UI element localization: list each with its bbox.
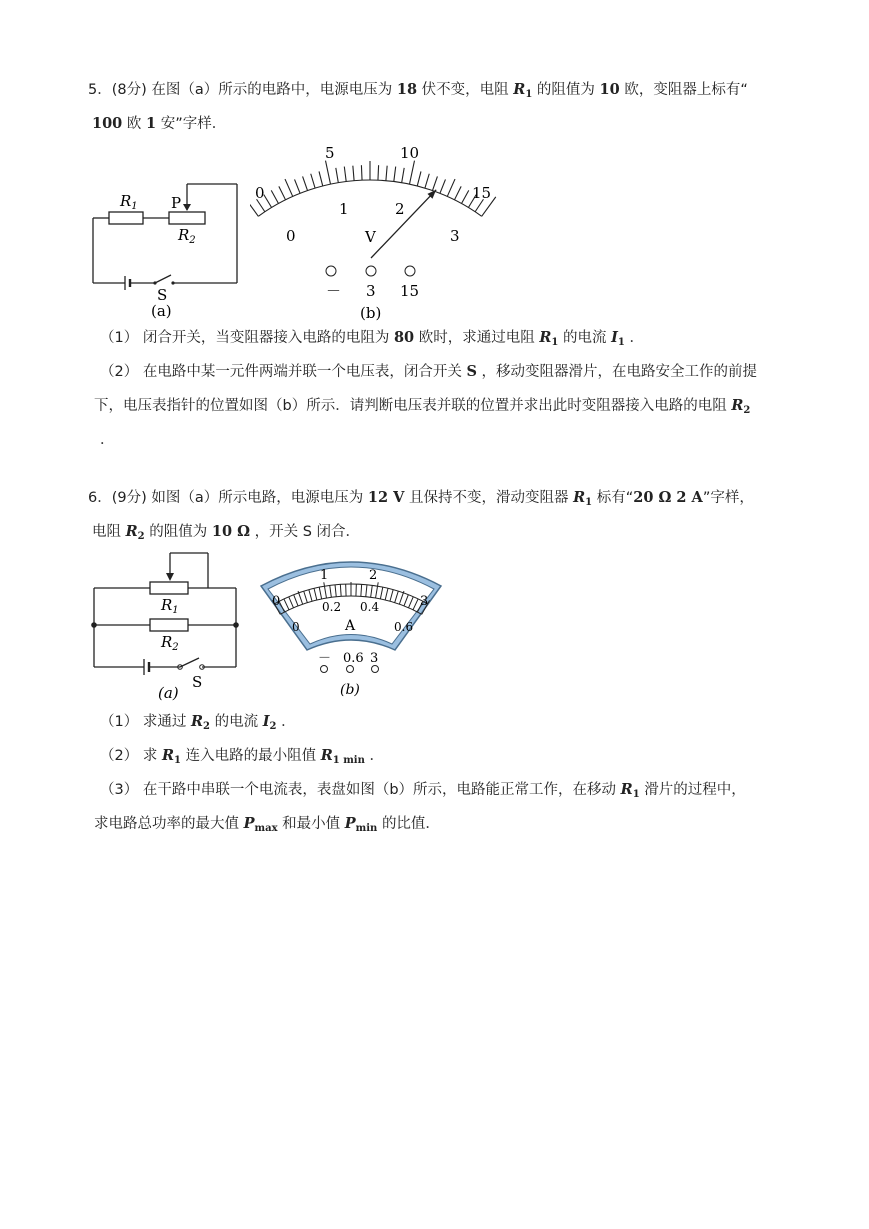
q6-sub-3-line-2: 求电路总功率的最大值 $P_{max}$ 和最小值 $P_{min}$ 的比值． bbox=[94, 815, 440, 834]
label-r2: $R_2$ bbox=[178, 226, 196, 246]
voltmeter-tick bbox=[361, 165, 362, 180]
q5-circuit-diagram bbox=[85, 172, 245, 320]
voltmeter-tick bbox=[303, 176, 308, 190]
terminal-3 bbox=[366, 266, 376, 276]
q5-sub-2-line-1: （2） 在电路中某一元件两端并联一个电压表，闭合开关 S ，移动变阻器滑片，在电路安全工作的前提 bbox=[100, 363, 758, 380]
v-bottom-0: 0 bbox=[286, 227, 296, 245]
a-unit: A bbox=[345, 618, 356, 634]
voltmeter-tick bbox=[353, 166, 354, 181]
label-r2: $R_2$ bbox=[161, 633, 179, 653]
terminal-neg bbox=[326, 266, 336, 276]
term-label-3: 3 bbox=[370, 651, 379, 666]
caption-b: (b) bbox=[360, 304, 382, 322]
term-label-15: 15 bbox=[400, 282, 420, 300]
voltmeter-tick bbox=[285, 179, 293, 196]
rheostat-r2 bbox=[169, 212, 205, 224]
voltmeter-tick bbox=[410, 161, 415, 184]
voltmeter-tick bbox=[344, 167, 346, 182]
q6-stem-line-1: 6．(9分) 如图（a）所示电路，电源电压为 12 V 且保持不变，滑动变阻器 $R_1$ 标有“20 Ω 2 A”字样， bbox=[88, 489, 754, 508]
term-label-3: 3 bbox=[366, 282, 376, 300]
voltmeter-tick bbox=[440, 179, 446, 193]
voltmeter-tick bbox=[378, 165, 379, 180]
resistor-r2 bbox=[150, 619, 188, 631]
rheostat-r1 bbox=[150, 582, 188, 594]
voltmeter-tick bbox=[454, 186, 461, 199]
caption-a: (a) bbox=[151, 302, 172, 320]
q5-voltmeter-dial bbox=[250, 140, 510, 322]
voltmeter-tick bbox=[326, 161, 331, 184]
v-bottom-2: 2 bbox=[395, 200, 405, 218]
q6-sub-2: （2） 求 $R_1$ 连入电路的最小阻值 $R_{1 min}$ ． bbox=[100, 747, 384, 766]
a-bottom-04: 0.4 bbox=[360, 600, 380, 614]
label-r1: $R_1$ bbox=[120, 192, 138, 212]
v-top-0: 0 bbox=[255, 184, 265, 202]
a-bottom-06: 0.6 bbox=[394, 620, 414, 634]
voltmeter-tick bbox=[447, 179, 455, 196]
term-label-06: 0.6 bbox=[343, 651, 364, 666]
terminal-neg bbox=[321, 666, 328, 673]
symbol-r1: $R_1$ bbox=[513, 81, 533, 100]
voltmeter-tick bbox=[295, 179, 301, 193]
caption-b: (b) bbox=[340, 682, 360, 698]
label-switch-s: S bbox=[157, 286, 168, 304]
a-top-3: 3 bbox=[420, 594, 429, 609]
a-bottom-0: 0 bbox=[292, 620, 300, 634]
a-bottom-02: 0.2 bbox=[322, 600, 342, 614]
a-top-1: 1 bbox=[320, 568, 329, 583]
q5-sub-2-line-2: 下，电压表指针的位置如图（b）所示．请判断电压表并联的位置并求出此时变阻器接入电路的电阻 $R_2$ bbox=[94, 397, 751, 416]
q6-sub-3-line-1: （3） 在干路中串联一个电流表，表盘如图（b）所示，电路能正常工作，在移动 $R_1$ 滑片的过程中， bbox=[100, 781, 746, 800]
q5-stem-line-1: 5．(8分) 在图（a）所示的电路中，电源电压为 18 伏不变，电阻 $R_1$ 的阻值为 10 欧，变阻器上标有“ bbox=[88, 81, 748, 100]
q5-sub-2-line-3: ． bbox=[100, 432, 115, 448]
q6-stem-line-2: 电阻 $R_2$ 的阻值为 10 Ω ，开关 S 闭合． bbox=[92, 523, 361, 542]
caption-a: (a) bbox=[158, 684, 179, 702]
v-top-10: 10 bbox=[400, 144, 420, 162]
v-top-15: 15 bbox=[472, 184, 492, 202]
q6-sub-1: （1） 求通过 $R_2$ 的电流 $I_2$ ． bbox=[100, 713, 296, 732]
voltmeter-tick bbox=[279, 186, 286, 199]
voltmeter-tick bbox=[271, 190, 278, 203]
voltmeter-tick bbox=[462, 190, 469, 203]
q5-sub-1: （1） 闭合开关，当变阻器接入电路的电阻为 80 欧时，求通过电阻 $R_1$ 的电流 $I_1$ ． bbox=[100, 329, 644, 348]
term-label-neg: － bbox=[318, 651, 332, 666]
terminal-06 bbox=[347, 666, 354, 673]
voltmeter-tick bbox=[319, 171, 323, 186]
voltmeter-tick bbox=[425, 174, 429, 188]
v-bottom-1: 1 bbox=[339, 200, 349, 218]
resistor-r1 bbox=[109, 212, 143, 224]
voltmeter-tick bbox=[386, 166, 387, 181]
voltmeter-tick bbox=[417, 171, 421, 186]
v-unit: V bbox=[365, 228, 376, 246]
term-label-neg: － bbox=[326, 282, 342, 300]
v-top-5: 5 bbox=[325, 144, 335, 162]
label-p: P bbox=[171, 194, 182, 212]
voltmeter-tick bbox=[336, 168, 339, 183]
voltmeter-tick bbox=[432, 176, 437, 190]
terminal-15 bbox=[405, 266, 415, 276]
q6-circuit-diagram bbox=[88, 548, 248, 702]
a-top-0: 0 bbox=[272, 594, 281, 609]
terminal-3 bbox=[372, 666, 379, 673]
voltmeter-tick bbox=[402, 168, 405, 183]
a-top-2: 2 bbox=[369, 568, 378, 583]
q6-ammeter-dial bbox=[255, 552, 447, 700]
voltmeter-tick bbox=[311, 174, 315, 188]
voltmeter-tick bbox=[264, 195, 272, 208]
label-switch-s: S bbox=[192, 673, 203, 691]
voltmeter-scale-arc bbox=[258, 180, 481, 216]
q5-stem-line-2: 100 欧 1 安”字样． bbox=[92, 115, 227, 132]
v-bottom-3: 3 bbox=[450, 227, 460, 245]
label-r1: $R_1$ bbox=[161, 596, 179, 616]
voltmeter-tick bbox=[394, 167, 396, 182]
